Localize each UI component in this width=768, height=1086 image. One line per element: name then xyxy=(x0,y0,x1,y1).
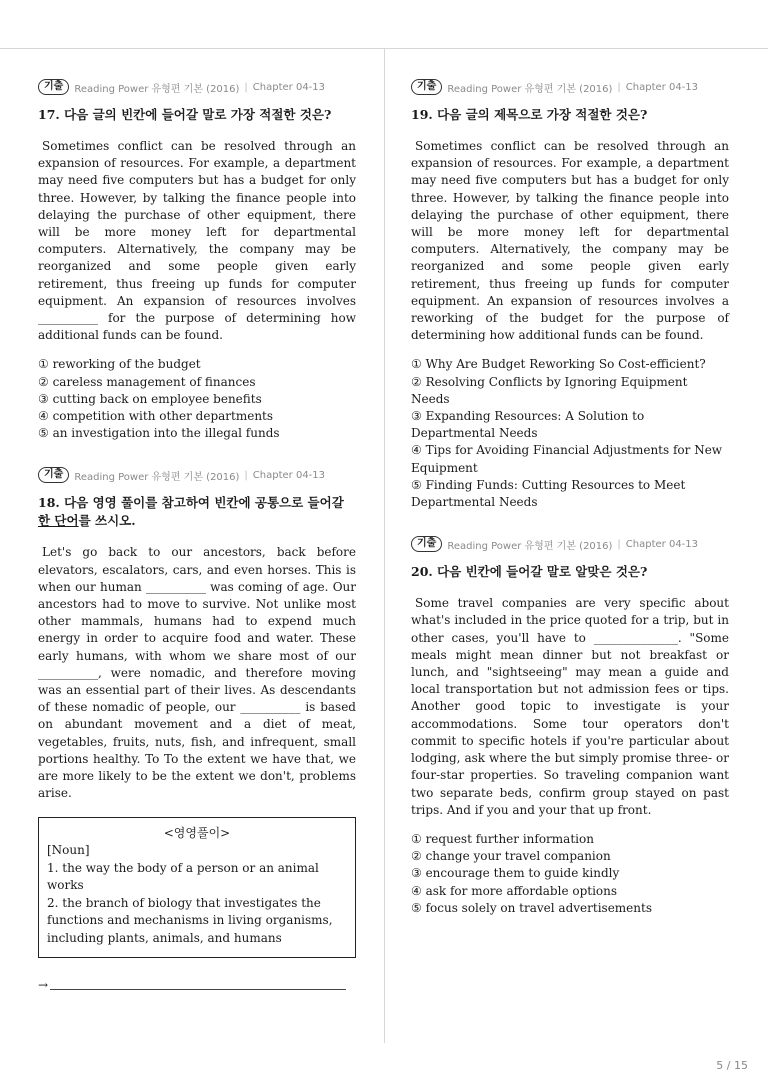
source-chapter: Chapter 04-13 xyxy=(625,81,699,93)
source-tag: 기출 xyxy=(411,536,442,552)
source-separator: | xyxy=(244,81,248,93)
source-tag: 기출 xyxy=(38,79,69,95)
source-line-q19 xyxy=(411,78,729,96)
left-column xyxy=(38,78,356,992)
source-separator: | xyxy=(617,538,621,550)
question-18-title xyxy=(38,494,356,530)
question-18-title-post: 를 쓰시오. xyxy=(78,513,136,529)
source-line-q17 xyxy=(38,78,356,96)
source-line-q18 xyxy=(38,466,356,484)
option-5: ⑤ an investigation into the illegal funds xyxy=(38,426,280,441)
question-17-passage: Sometimes conflict can be resolved through an expansion of resources. For example, a department may need five computers but has a budget for only three. However, by talking the finance people into delaying the purchase of other equipment, there will be more money left for departmental computers. Alternatively, the company may be reorganized and some people given early retirement, thus freeing up funds for computer equipment. An expansion of resources involves __________ for the purpose of determining how additional funds can be found. xyxy=(38,139,356,343)
question-20-options xyxy=(411,831,729,917)
option-2: ② change your travel companion xyxy=(411,849,611,864)
source-chapter: Chapter 04-13 xyxy=(625,538,699,550)
question-19-passage: Sometimes conflict can be resolved through an expansion of resources. For example, a department may need five computers but has a budget for only three. However, by talking the finance people into delaying the purchase of other equipment, there will be more money left for departmental computers. Alternatively, the company may be reorganized and some people given early retirement, thus freeing up funds for computer equipment. An expansion of resources involves a reworking of the budget for the purpose of determining how additional funds can be found. xyxy=(411,139,729,343)
source-tag: 기출 xyxy=(38,467,69,483)
answer-line xyxy=(38,978,356,992)
option-4: ④ competition with other departments xyxy=(38,409,274,424)
option-4: ④ ask for more affordable options xyxy=(411,883,618,898)
source-separator: | xyxy=(617,81,621,93)
source-separator: | xyxy=(244,469,248,481)
question-17-options xyxy=(38,356,356,442)
definition-line: 2. the branch of biology that investigates the functions and mechanisms in living organisms, including plants, animals, and humans xyxy=(47,895,333,945)
option-3: ③ encourage them to guide kindly xyxy=(411,866,620,881)
question-18-title-underlined: 한 단어 xyxy=(38,513,79,529)
page-number: 5 / 15 xyxy=(716,1059,748,1072)
question-18-title-pre: 18. 다음 영영 풀이를 참고하여 빈칸에 공통으로 들어갈 xyxy=(38,495,344,511)
option-5: ⑤ focus solely on travel advertisements xyxy=(411,900,652,915)
right-column xyxy=(411,78,729,917)
option-4: ④ Tips for Avoiding Financial Adjustments for New Equipment xyxy=(411,443,723,475)
option-1: ① Why Are Budget Reworking So Cost-efficient? xyxy=(411,357,706,372)
option-1: ① reworking of the budget xyxy=(38,357,201,372)
question-19-options xyxy=(411,356,729,511)
source-book: Reading Power 유형편 기본 (2016) xyxy=(447,540,613,552)
question-20-passage: Some travel companies are very specific about what's included in the price quoted for a trip, but in other cases, you'll have to ______________. "Some meals might mean dinner but not breakfast or lunch, and "sightseeing" may mean a guide and local transportation but not admission fees or tips. Another good topic to investigate is your accommodations. Some tour operators don't commit to specific hotels if you're particular about lodging, ask where the but simply promise three- or four-star properties. So traveling companion want two separate beds, confirm group stayed on past trips. And if you and your that up front. xyxy=(411,596,729,817)
definition-box-title: <영영풀이> xyxy=(163,825,231,840)
arrow-icon: → xyxy=(38,978,49,992)
source-chapter: Chapter 04-13 xyxy=(252,81,326,93)
option-3: ③ cutting back on employee benefits xyxy=(38,391,262,406)
question-18-passage: Let's go back to our ancestors, back before elevators, escalators, cars, and even horses. This is when our human __________ was coming of age. Our ancestors had to move to survive. Not unlike most other mammals, humans had to expend much energy in order to acquire food and water. These early humans, with whom we share most of our __________, were nomadic, and therefore moving was an essential part of their lives. As descendants of these nomadic of people, our __________ is based on abundant movement and a diet of meat, vegetables, fruits, nuts, fish, and infrequent, small portions healthy. To To the extent we have that, we are more likely to be the extent we don't, problems arise. xyxy=(38,545,356,801)
source-book: Reading Power 유형편 기본 (2016) xyxy=(447,83,613,95)
option-1: ① request further information xyxy=(411,831,594,846)
option-2: ② Resolving Conflicts by Ignoring Equipment Needs xyxy=(411,374,688,406)
definition-line: 1. the way the body of a person or an animal works xyxy=(47,860,319,892)
question-19-title: 19. 다음 글의 제목으로 가장 적절한 것은? xyxy=(411,107,648,122)
source-line-q20 xyxy=(411,535,729,553)
source-tag: 기출 xyxy=(411,79,442,95)
definition-box xyxy=(38,817,356,959)
option-5: ⑤ Finding Funds: Cutting Resources to Meet Departmental Needs xyxy=(411,477,686,510)
definition-line: [Noun] xyxy=(47,843,90,857)
option-3: ③ Expanding Resources: A Solution to Departmental Needs xyxy=(411,409,645,441)
source-chapter: Chapter 04-13 xyxy=(252,469,326,481)
question-17-title: 17. 다음 글의 빈칸에 들어갈 말로 가장 적절한 것은? xyxy=(38,107,332,122)
column-divider xyxy=(384,48,385,1043)
option-2: ② careless management of finances xyxy=(38,374,256,389)
question-20-title: 20. 다음 빈칸에 들어갈 말로 알맞은 것은? xyxy=(411,564,648,580)
source-book: Reading Power 유형편 기본 (2016) xyxy=(74,83,240,95)
answer-blank[interactable] xyxy=(50,981,346,990)
source-book: Reading Power 유형편 기본 (2016) xyxy=(74,471,240,483)
